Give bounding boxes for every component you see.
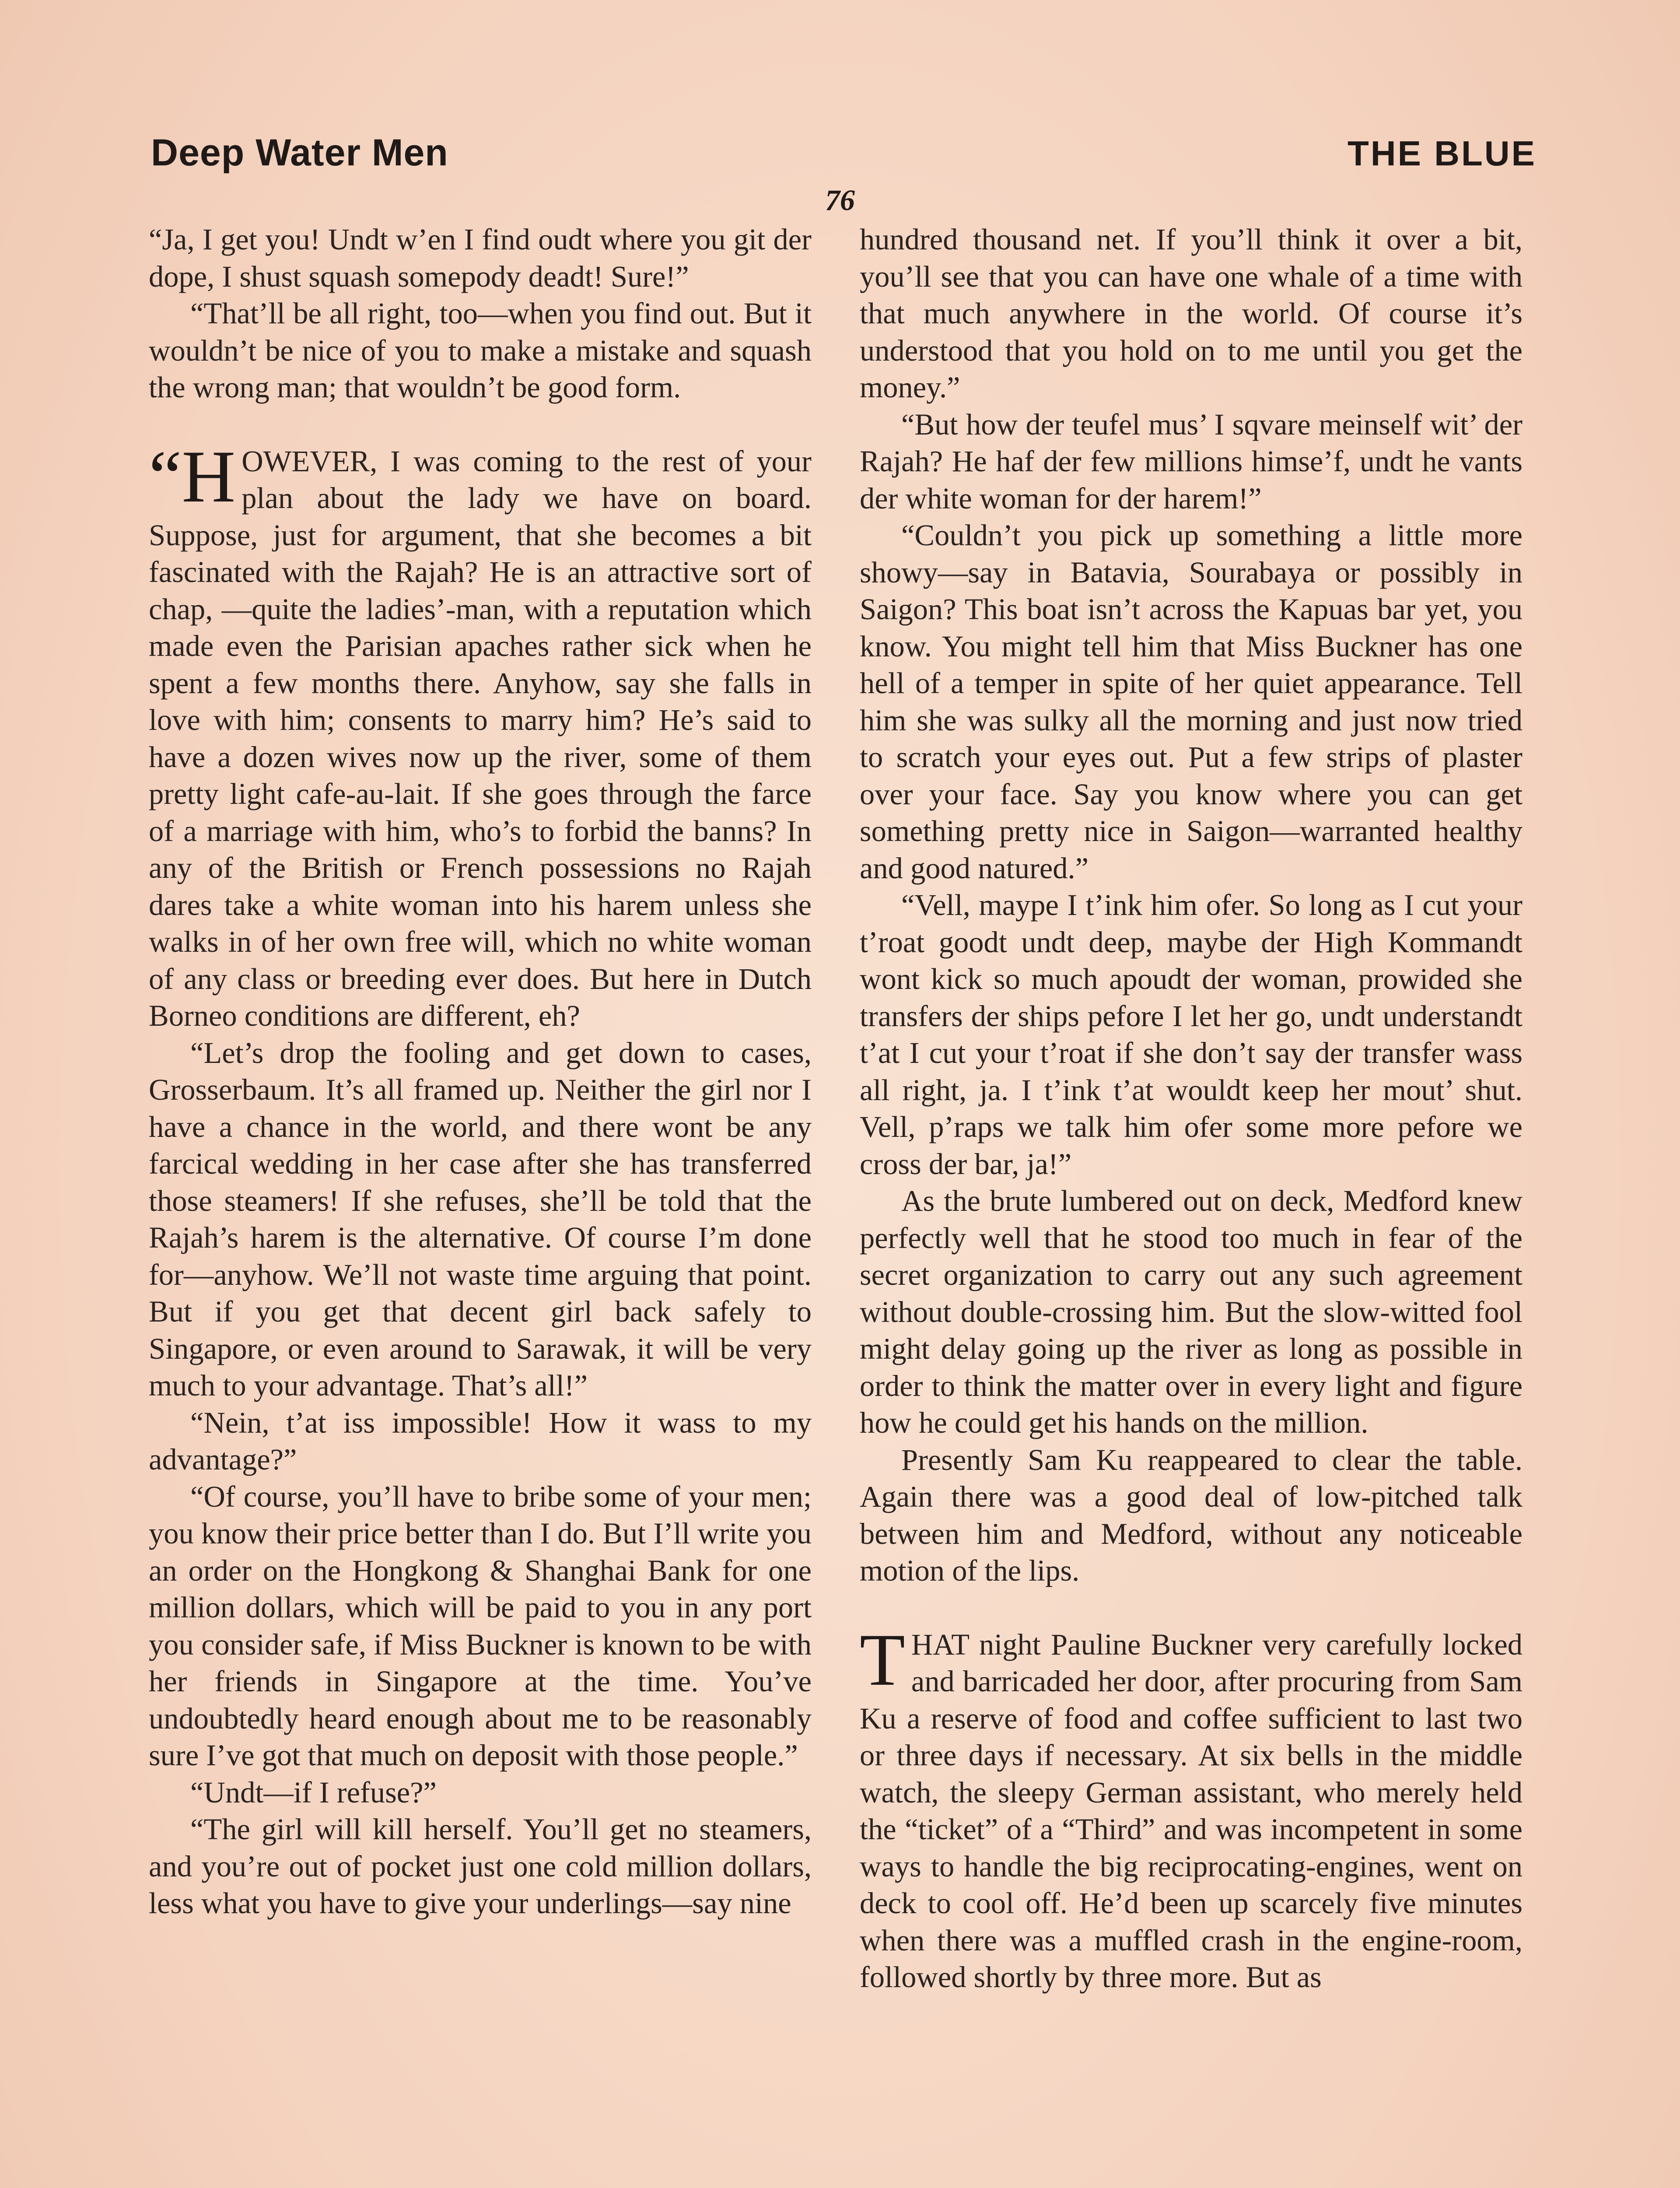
section-opening-paragraph [860,1618,1522,1996]
running-head-magazine: THE BLUE [1348,134,1536,173]
paragraph: “That’ll be all right, too—when you find out. But it wouldn’t be nice of you to make a mistake and squash the wrong man; that wouldn’t be good form. [149,297,812,404]
paragraph: “The girl will kill herself. You’ll get no steamers, and you’re out of pocket just one cold million dollars, less what you have to give your underlings—say nine [149,1813,812,1920]
paragraph: “Nein, t’at iss impossible! How it wass to my advantage?” [149,1406,812,1476]
drop-cap: “H [149,435,236,518]
paragraph: “But how der teufel mus’ I sqvare meinself wit’ der Rajah? He haf der few millions himse’f, undt he vants der white woman for der harem!” [860,407,1522,515]
right-text-column [860,221,1522,2188]
paragraph: As the brute lumbered out on deck, Medford knew perfectly well that he stood too much in fear of the secret organization to carry out any such agreement without double-crossing him. But the slow-witted fool might delay going up the river as long as possible in order to think the matter over in every light and figure how he could get his hands on the million. [860,1184,1522,1439]
paragraph: hundred thousand net. If you’ll think it over a bit, you’ll see that you can have one whale of a time with that much anywhere in the world. Of course it’s understood that you hold on to me until you get the money.” [860,223,1522,404]
page-number: 76 [825,183,855,217]
paragraph: “Vell, maype I t’ink him ofer. So long as I cut your t’roat goodt undt deep, maybe der High Kommandt wont kick so much apoudt der woman, prowided she transfers der ships pefore I let her go, undt understandt t’at I cut your t’roat if she don’t say der transfer wass all right, ja. I t’ink t’at wouldt keep her mout’ shut. Vell, p’raps we talk him ofer some more pefore we cross der bar, ja!” [860,888,1522,1181]
paragraph: “Undt—if I refuse?” [190,1775,437,1809]
drop-cap: T [860,1618,905,1701]
paragraph: “Let’s drop the fooling and get down to cases, Grosserbaum. It’s all framed up. Neither the girl nor I have a chance in the world, and there wont be any farcical wedding in her case after she has transferred those steamers! If she refuses, she’ll be told that the Rajah’s harem is the alternative. Of course I’m done for—anyhow. We’ll not waste time arguing that point. But if you get that decent girl back safely to Singapore, or even around to Sarawak, it will be very much to your advantage. That’s all!” [149,1036,812,1402]
paragraph: “Ja, I get you! Undt w’en I find oudt where you git der dope, I shust squash somepody deadt! Sure!” [149,223,812,293]
paragraph: “Of course, you’ll have to bribe some of your men; you know their price better than I do. But I’ll write you an order on the Hongkong & Shanghai Bank for one million dollars, which will be paid to you in any port you consider safe, if Miss Buckner is known to be with her friends in Singapore at the time. You’ve undoubtedly heard enough about me to be reasonably sure I’ve got that much on deposit with those people.” [149,1480,812,1772]
paragraph: “Couldn’t you pick up something a little more showy—say in Batavia, Sourabaya or possibly in Saigon? This boat isn’t across the Kapuas bar yet, you know. You might tell him that Miss Buckner has one hell of a temper in spite of her quiet appearance. Tell him she was sulky all the morning and just now tried to scratch your eyes out. Put a few strips of plaster over your face. Say you know where you can get something pretty nice in Saigon—warranted healthy and good natured.” [860,519,1522,885]
paragraph-text: HAT night Pauline Buckner very carefully locked and barricaded her door, after procuring from Sam Ku a reserve of food and coffee sufficient to last two or three days if necessary. At six bells in the middle watch, the sleepy German assistant, who merely held the “ticket” of a “Third” and was incompetent in some ways to handle the big reciprocating-engines, went on deck to cool off. He’d been up scarcely five minutes when there was a muffled crash in the engine-room, followed shortly by three more. But as [860,1627,1522,1994]
running-head-title: Deep Water Men [151,132,448,174]
paragraph-text: OWEVER, I was coming to the rest of your plan about the lady we have on board. Suppose, just for argument, that she becomes a bit fascinated with the Rajah? He is an attractive sort of chap, —quite the ladies’-man, with a reputation which made even the Parisian apaches rather sick when he spent a few months there. Anyhow, say she falls in love with him; consents to marry him? He’s said to have a dozen wives now up the river, some of them pretty light cafe-au-lait. If she goes through the farce of a marriage with him, who’s to forbid the banns? In any of the British or French possessions no Rajah dares take a white woman into his harem unless she walks in of her own free will, which no white woman of any class or breeding ever does. But here in Dutch Borneo conditions are different, eh? [149,444,812,1032]
paragraph: Presently Sam Ku reappeared to clear the table. Again there was a good deal of low-pitched talk between him and Medford, without any noticeable motion of the lips. [860,1443,1522,1587]
section-opening-paragraph [149,435,812,1034]
left-text-column [149,221,812,2188]
